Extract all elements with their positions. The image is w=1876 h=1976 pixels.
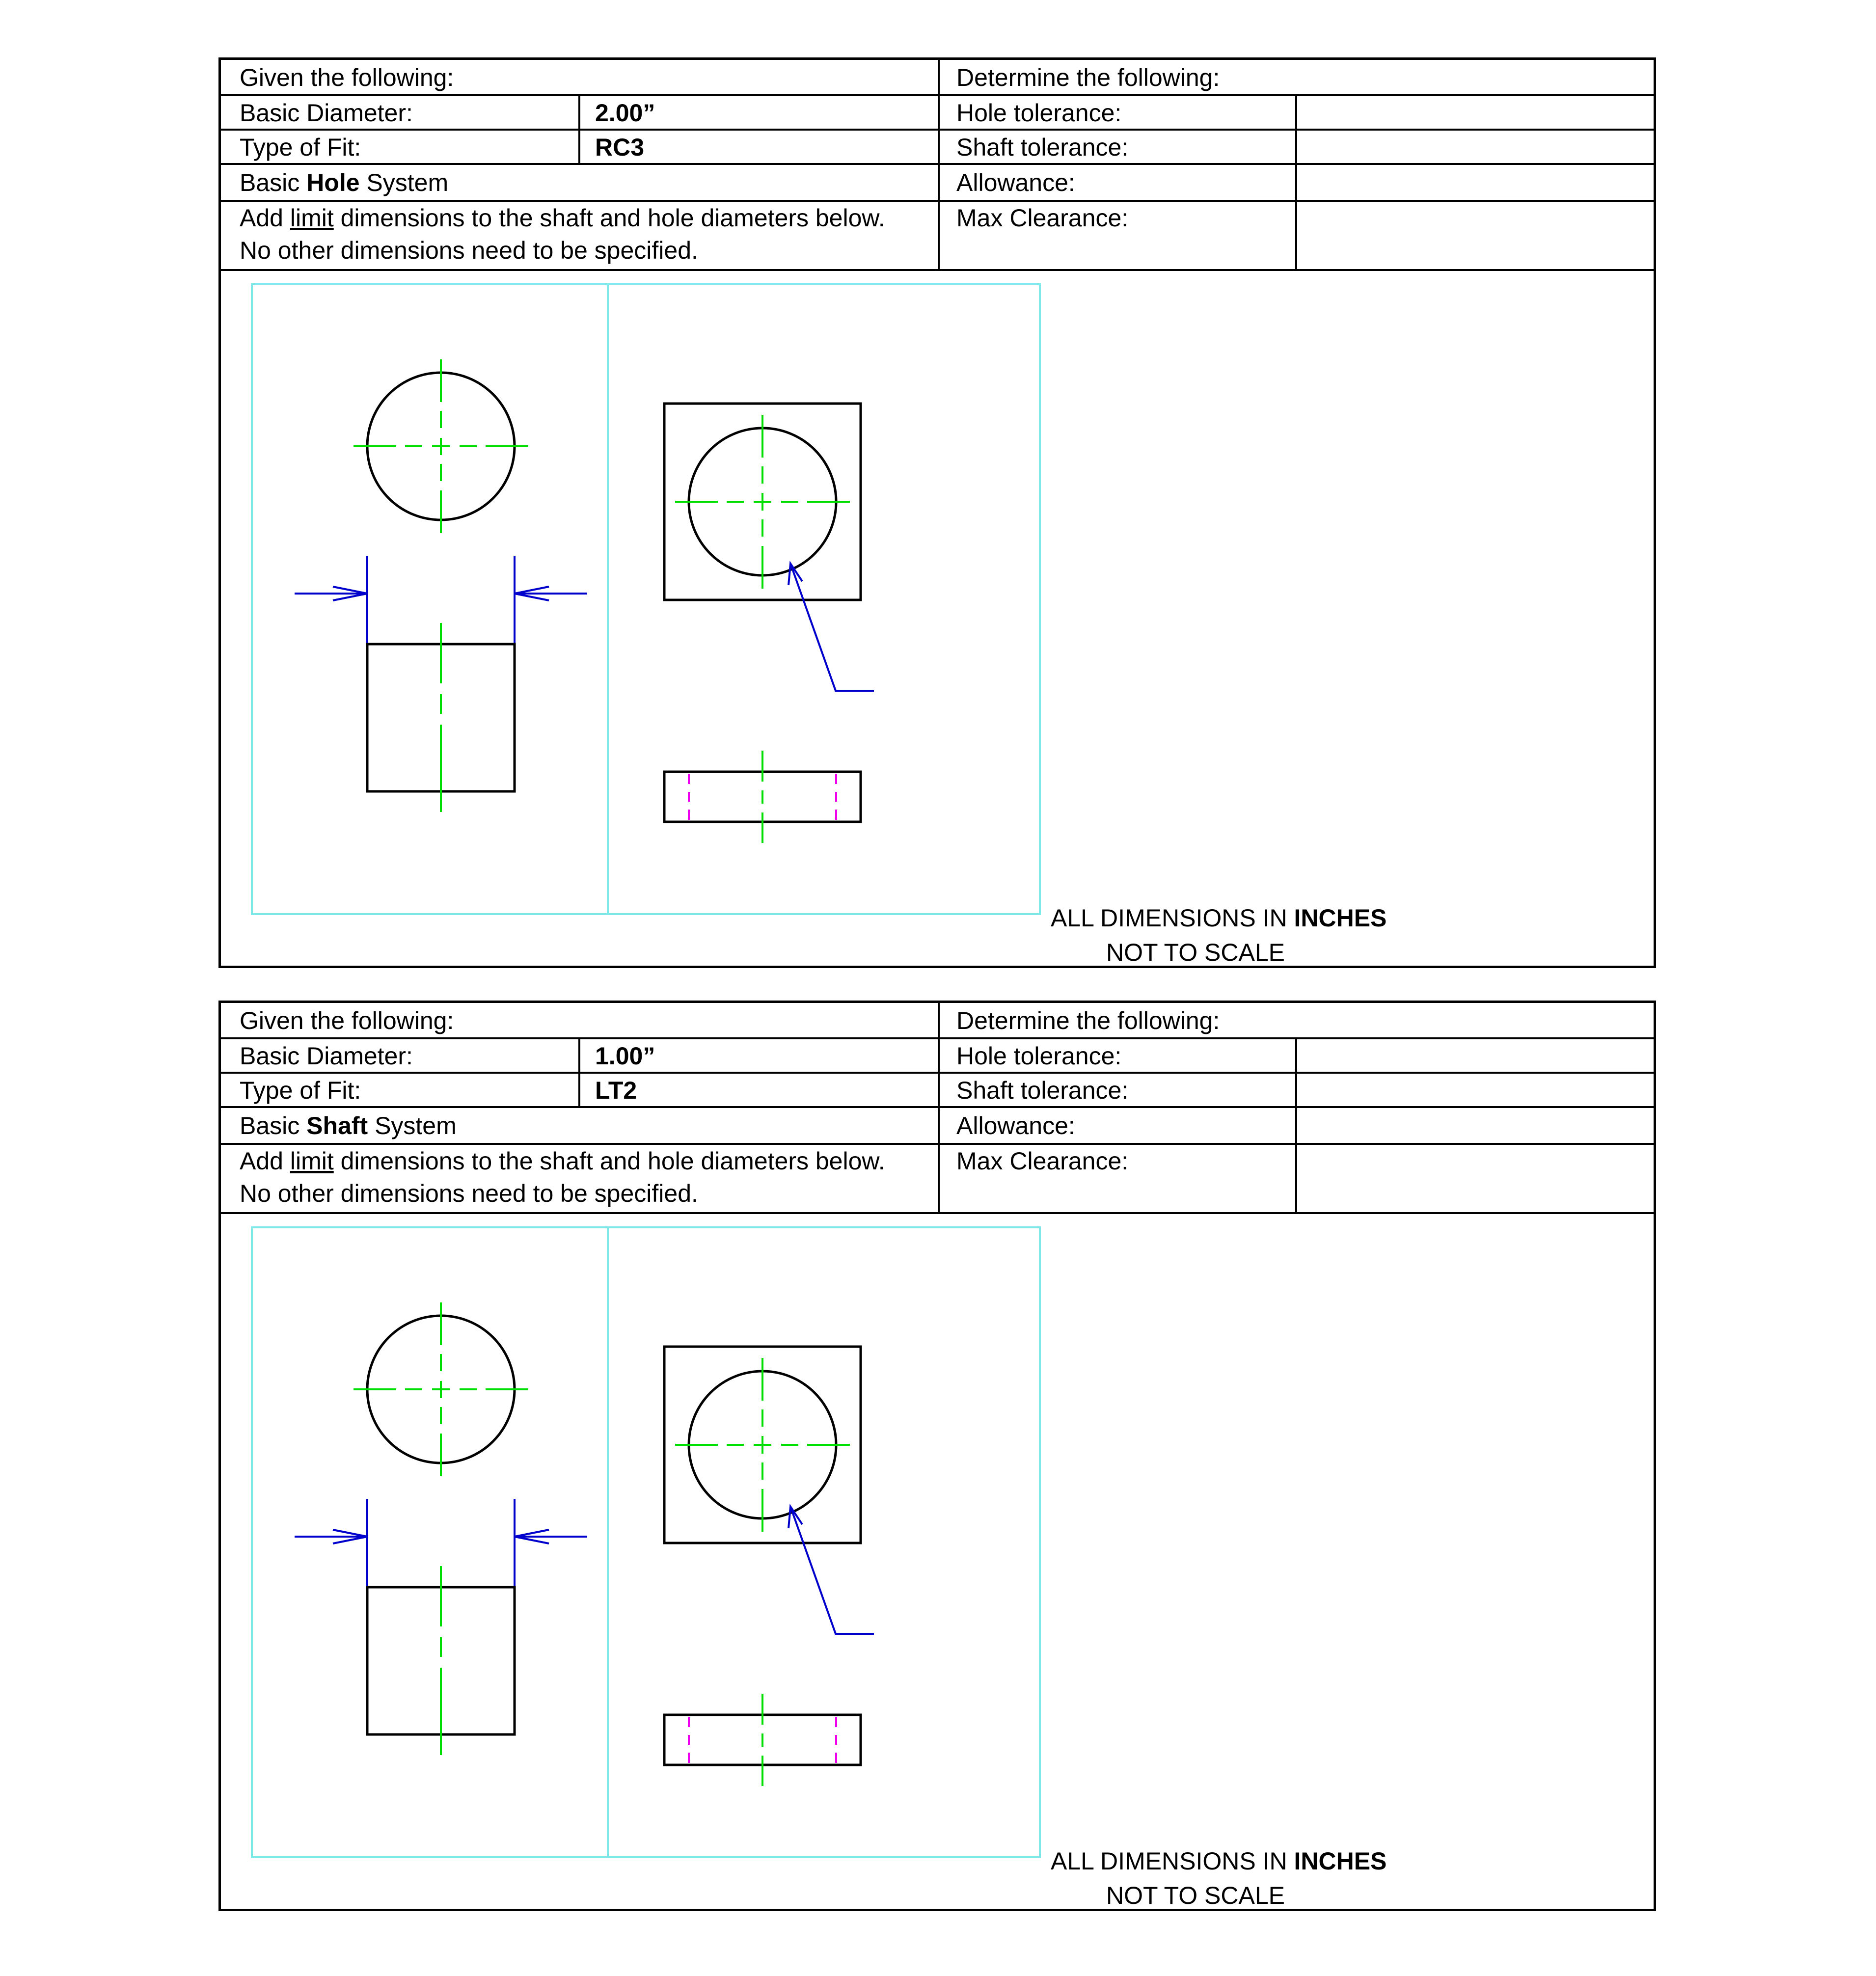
fit-system-prefix: Basic xyxy=(240,169,307,196)
table-rule xyxy=(221,1143,1654,1145)
table-divider xyxy=(938,1003,940,1214)
worksheet-2-drawing xyxy=(221,1214,1654,1909)
table-divider xyxy=(938,60,940,271)
allowance-label: Allowance: xyxy=(956,1112,1075,1139)
shaft-tolerance-label: Shaft tolerance: xyxy=(956,134,1129,161)
view-frame xyxy=(252,284,1040,914)
max-clearance-label: Max Clearance: xyxy=(956,204,1129,232)
instructions-line-2: No other dimensions need to be specified. xyxy=(240,237,698,264)
worksheet-2-drawing-area xyxy=(221,1214,1654,1909)
units-note xyxy=(1051,903,1387,933)
given-title: Given the following: xyxy=(240,1007,454,1034)
table-rule xyxy=(221,200,1654,202)
determine-title: Determine the following: xyxy=(956,64,1220,91)
worksheet-2 xyxy=(218,1001,1656,1911)
units-note-unit: INCHES xyxy=(1294,904,1387,932)
worksheet-2-header-table xyxy=(221,1003,1654,1214)
allowance-label: Allowance: xyxy=(956,169,1075,196)
max-clearance-label: Max Clearance: xyxy=(956,1147,1129,1175)
hole-centerlines xyxy=(675,1358,850,1532)
worksheet-1 xyxy=(218,57,1656,968)
fit-system-name: Shaft xyxy=(306,1112,368,1139)
basic-diameter-label: Basic Diameter: xyxy=(240,99,413,127)
view-frame xyxy=(252,1227,1040,1857)
table-divider xyxy=(1295,1037,1297,1214)
scale-note: NOT TO SCALE xyxy=(1106,1882,1285,1909)
fit-system-name: Hole xyxy=(306,169,360,196)
instructions-text: Add xyxy=(240,1147,290,1175)
worksheet-1-drawing xyxy=(221,271,1654,966)
shaft-end-view-centerlines xyxy=(353,359,528,533)
instructions-underlined-word: limit xyxy=(290,1147,334,1175)
instructions-underlined-word: limit xyxy=(290,204,334,232)
units-note-text: ALL DIMENSIONS IN xyxy=(1051,1847,1294,1875)
instructions-text: dimensions to the shaft and hole diameters below. xyxy=(333,1147,885,1175)
table-rule xyxy=(221,1037,1654,1039)
instructions-text: dimensions to the shaft and hole diameters below. xyxy=(333,204,885,232)
shaft-tolerance-label: Shaft tolerance: xyxy=(956,1077,1129,1104)
fit-system-prefix: Basic xyxy=(240,1112,307,1139)
instructions-line-1 xyxy=(240,1146,885,1176)
worksheet-1-drawing-area xyxy=(221,271,1654,966)
table-rule xyxy=(221,94,1654,96)
fit-system-suffix: System xyxy=(359,169,449,196)
hole-centerlines xyxy=(675,415,850,589)
fit-type-label: Type of Fit: xyxy=(240,134,361,161)
basic-diameter-value: 2.00” xyxy=(595,99,655,127)
table-divider xyxy=(578,94,580,165)
shaft-end-view-centerlines xyxy=(353,1302,528,1476)
basic-diameter-value: 1.00” xyxy=(595,1042,655,1070)
instructions-line-1 xyxy=(240,203,885,233)
table-divider xyxy=(1295,94,1297,271)
hole-tolerance-label: Hole tolerance: xyxy=(956,99,1122,127)
table-rule xyxy=(221,129,1654,131)
units-note-text: ALL DIMENSIONS IN xyxy=(1051,904,1294,932)
table-rule xyxy=(221,1072,1654,1074)
fit-system xyxy=(240,1111,457,1140)
table-divider xyxy=(578,1037,580,1108)
table-rule xyxy=(221,1106,1654,1108)
basic-diameter-label: Basic Diameter: xyxy=(240,1042,413,1070)
units-note-unit: INCHES xyxy=(1294,1847,1387,1875)
hole-tolerance-label: Hole tolerance: xyxy=(956,1042,1122,1070)
table-rule xyxy=(221,163,1654,165)
fit-system-suffix: System xyxy=(368,1112,457,1139)
scale-note: NOT TO SCALE xyxy=(1106,939,1285,966)
fit-type-label: Type of Fit: xyxy=(240,1077,361,1104)
units-note xyxy=(1051,1846,1387,1876)
worksheet-1-header-table xyxy=(221,60,1654,271)
fit-system xyxy=(240,168,448,197)
determine-title: Determine the following: xyxy=(956,1007,1220,1034)
instructions-text: Add xyxy=(240,204,290,232)
fit-type-value: RC3 xyxy=(595,134,645,161)
fit-type-value: LT2 xyxy=(595,1077,637,1104)
given-title: Given the following: xyxy=(240,64,454,91)
instructions-line-2: No other dimensions need to be specified. xyxy=(240,1180,698,1207)
